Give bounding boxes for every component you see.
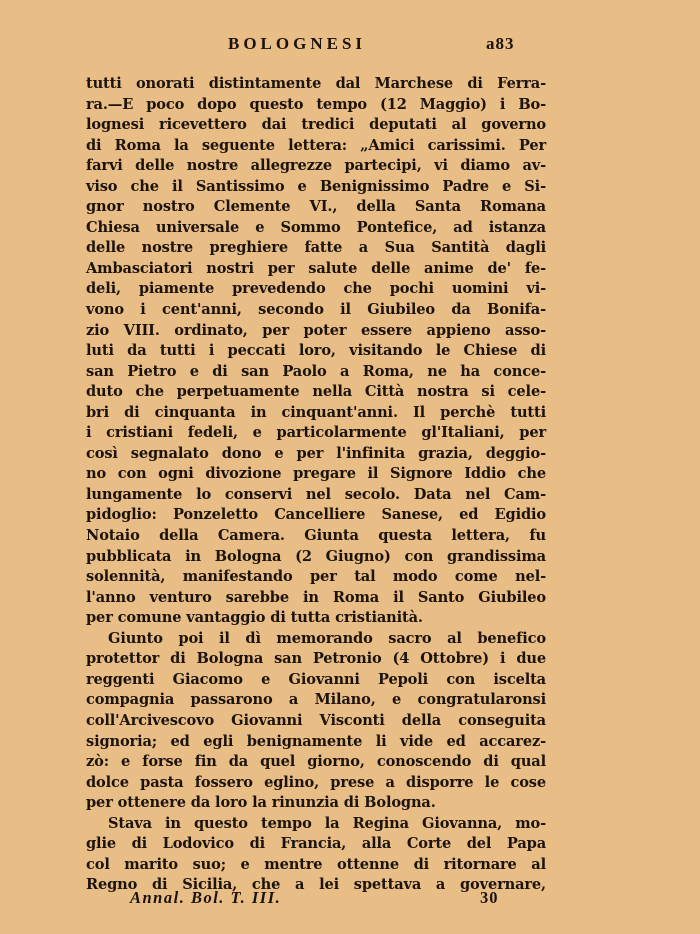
text-line: luti da tutti i peccati loro, visitando le Chiese di bbox=[86, 342, 546, 360]
text-line: solennità, manifestando per tal modo come nel- bbox=[86, 568, 546, 586]
text-line: col marito suo; e mentre ottenne di ritornare al bbox=[86, 855, 546, 873]
text-line: pidoglio: Ponzeletto Cancelliere Sanese, ed Egidio bbox=[86, 506, 546, 524]
text-line: ra.—E poco dopo questo tempo (12 Maggio) i Bo- bbox=[86, 95, 546, 113]
signature-mark: Annal. Bol. T. III. bbox=[130, 888, 282, 907]
text-line: san Pietro e di san Paolo a Roma, ne ha conce- bbox=[86, 362, 546, 380]
text-line: così segnalato dono e per l'infinita grazia, deggio- bbox=[86, 444, 546, 462]
text-line: compagnia passarono a Milano, e congratularonsi bbox=[86, 691, 546, 709]
text-line: per comune vantaggio di tutta cristianità. bbox=[86, 609, 423, 627]
text-line: signoria; ed egli benignamente li vide ed accarez- bbox=[86, 732, 546, 750]
text-line: zò: e forse fin da quel giorno, conoscendo di qual bbox=[86, 753, 546, 771]
text-line: per ottenere da loro la rinunzia di Bologna. bbox=[86, 794, 436, 812]
text-line: di Roma la seguente lettera: „Amici carissimi. Per bbox=[86, 136, 546, 154]
text-line: Notaio della Camera. Giunta questa lettera, fu bbox=[86, 527, 546, 545]
text-line: viso che il Santissimo e Benignissimo Padre e Si- bbox=[86, 177, 546, 195]
text-line: no con ogni divozione pregare il Signore Iddio che bbox=[86, 465, 546, 483]
text-line: gnor nostro Clemente VI., della Santa Romana bbox=[86, 198, 546, 216]
text-line: farvi delle nostre allegrezze partecipi, vi diamo av- bbox=[86, 157, 546, 175]
page-footer bbox=[0, 888, 700, 910]
text-line: bri di cinquanta in cinquant'anni. Il perchè tutti bbox=[86, 403, 546, 421]
text-line: lognesi ricevettero dai tredici deputati al governo bbox=[86, 116, 546, 134]
text-line: delle nostre preghiere fatte a Sua Santità dagli bbox=[86, 239, 546, 257]
text-line: zio VIII. ordinato, per poter essere appieno asso- bbox=[86, 321, 546, 339]
text-line: duto che perpetuamente nella Città nostra si cele- bbox=[86, 383, 546, 401]
text-line: pubblicata in Bologna (2 Giugno) con grandissima bbox=[86, 547, 546, 565]
text-line: l'anno venturo sarebbe in Roma il Santo Giubileo bbox=[86, 588, 546, 606]
page-number: a83 bbox=[486, 34, 515, 53]
text-line: vono i cent'anni, secondo il Giubileo da Bonifa- bbox=[86, 301, 546, 319]
text-line: glie di Lodovico di Francia, alla Corte del Papa bbox=[86, 835, 546, 853]
text-line: Ambasciatori nostri per salute delle anime de' fe- bbox=[86, 259, 546, 277]
text-line: protettor di Bologna san Petronio (4 Ottobre) i due bbox=[86, 650, 546, 668]
body-text bbox=[86, 74, 546, 896]
text-line: Giunto poi il dì memorando sacro al benefico bbox=[108, 629, 546, 647]
running-head bbox=[0, 34, 700, 58]
text-line: tutti onorati distintamente dal Marchese di Ferra- bbox=[86, 75, 546, 92]
text-line: Stava in questo tempo la Regina Giovanna, mo- bbox=[108, 814, 546, 832]
text-line: deli, piamente prevedendo che pochi uomini vi- bbox=[86, 280, 546, 298]
text-line: Regno di Sicilia, che a lei spettava a governare, bbox=[86, 876, 546, 894]
text-line: reggenti Giacomo e Giovanni Pepoli con iscelta bbox=[86, 670, 546, 688]
text-line: i cristiani fedeli, e particolarmente gl'Italiani, per bbox=[86, 424, 546, 442]
text-line: Chiesa universale e Sommo Pontefice, ad istanza bbox=[86, 218, 546, 236]
running-title: BOLOGNESI bbox=[228, 34, 367, 53]
text-line: coll'Arcivescovo Giovanni Visconti della conseguita bbox=[86, 711, 546, 729]
text-line: dolce pasta fossero eglino, prese a disporre le cose bbox=[86, 773, 546, 791]
gathering-number: 30 bbox=[480, 888, 499, 907]
text-line: lungamente lo conservi nel secolo. Data nel Cam- bbox=[86, 485, 546, 503]
